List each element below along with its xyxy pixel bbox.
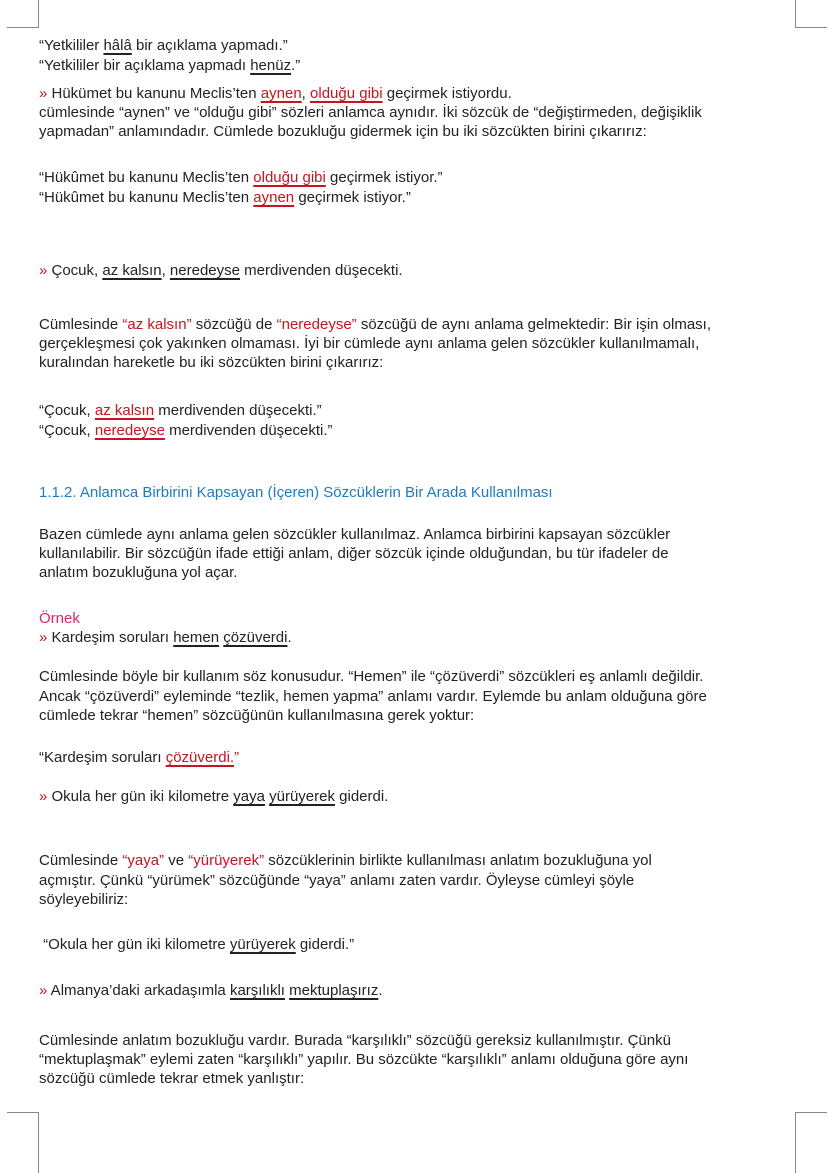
- text-segment: Kardeşim soruları: [47, 629, 174, 646]
- bullet-marker: »: [39, 629, 48, 646]
- text-segment: cümlede tekrar “hemen” sözcüğünün kullanılmasına gerek yoktur:: [39, 707, 475, 724]
- text-line: [39, 315, 711, 335]
- text-segment: sözcüğü de: [191, 316, 277, 333]
- text-line: [39, 1031, 671, 1051]
- text-line: [39, 890, 128, 910]
- text-line: [39, 421, 333, 441]
- text-segment: sözcüğü de aynı anlama gelmektedir: Bir işin olması,: [356, 316, 712, 333]
- text-segment: söyleyebiliriz:: [39, 891, 129, 908]
- text-segment: Almanya’daki arkadaşımla: [47, 982, 230, 999]
- text-segment: merdivenden düşecekti.: [239, 262, 403, 279]
- text-segment: giderdi.”: [295, 936, 355, 953]
- text-segment: “Çocuk,: [39, 422, 95, 439]
- crop-mark-top-left: [7, 0, 39, 28]
- text-segment: .: [378, 982, 383, 999]
- text-line: [39, 871, 634, 891]
- underlined-word: yaya: [233, 788, 265, 805]
- text-segment: “Yetkililer bir açıklama yapmadı: [39, 57, 251, 74]
- text-segment: kuralından hareketle bu iki sözcükten birini çıkarırız:: [39, 354, 384, 371]
- text-line: [39, 935, 354, 955]
- text-line: [39, 122, 647, 142]
- text-segment: “Hükûmet bu kanunu Meclis’ten: [39, 189, 254, 206]
- text-line: [39, 706, 474, 726]
- underlined-word: hemen: [173, 629, 220, 646]
- text-segment: ,: [301, 85, 311, 102]
- text-segment: geçirmek istiyor.”: [294, 189, 411, 206]
- text-line: [39, 544, 669, 564]
- bullet-marker: »: [39, 788, 48, 805]
- text-segment: Hükümet bu kanunu Meclis’ten: [47, 85, 261, 102]
- text-line: [39, 1050, 688, 1070]
- text-segment: bir açıklama yapmadı.”: [131, 37, 288, 54]
- text-segment: cümlesinde “aynen” ve “olduğu gibi” sözleri anlamca aynıdır. İki sözcük de “değiştirmeden, değişiklik: [39, 104, 702, 121]
- text-segment: geçirmek istiyordu.: [382, 85, 512, 102]
- text-segment: “Hükûmet bu kanunu Meclis’ten: [39, 169, 254, 186]
- crop-mark-bottom-right: [795, 1112, 827, 1173]
- text-line: [39, 525, 670, 545]
- highlighted-word: “neredeyse”: [276, 316, 357, 333]
- text-segment: merdivenden düşecekti.”: [154, 402, 322, 419]
- example-label: [39, 609, 80, 629]
- text-segment: açmıştır. Çünkü “yürümek” sözcüğünde “yaya” anlamı zaten vardır. Öyleyse cümleyi şöyle: [39, 872, 635, 889]
- corrected-word: neredeyse: [94, 422, 165, 439]
- highlighted-word: “yürüyerek”: [188, 852, 265, 869]
- text-segment: 1.1.2. Anlamca Birbirini Kapsayan (İçeren) Sözcüklerin Bir Arada Kullanılması: [39, 484, 553, 501]
- corrected-word: çözüverdi.: [165, 749, 235, 766]
- underlined-word: yürüyerek: [269, 788, 335, 805]
- corrected-word: olduğu gibi: [310, 85, 383, 102]
- highlighted-word: “yaya”: [122, 852, 165, 869]
- corrected-word: aynen: [260, 85, 302, 102]
- text-segment: “Çocuk,: [39, 402, 95, 419]
- text-segment: ,: [161, 262, 170, 279]
- underlined-word: az kalsın: [102, 262, 162, 279]
- text-segment: gerçekleşmesi çok yakınken olmaması. İyi bir cümlede aynı anlama gelen sözcükler kullanılmamalı,: [39, 335, 700, 352]
- text-segment: kullanılabilir. Bir sözcüğün ifade ettiği anlam, diğer sözcük içinde olduğundan, bu tür ifadeler de: [39, 545, 669, 562]
- text-segment: ve: [164, 852, 189, 869]
- text-segment: merdivenden düşecekti.”: [164, 422, 333, 439]
- text-segment: Cümlesinde anlatım bozukluğu vardır. Burada “karşılıklı” sözcüğü gereksiz kullanılmıştır. Çünkü: [39, 1032, 671, 1049]
- text-segment: “Kardeşim soruları: [39, 749, 166, 766]
- text-segment: sözcüklerinin birlikte kullanılması anlatım bozukluğuna yol: [264, 852, 652, 869]
- corrected-word: aynen: [253, 189, 295, 206]
- text-line: [39, 563, 237, 583]
- crop-mark-bottom-left: [7, 1112, 39, 1173]
- text-segment: Bazen cümlede aynı anlama gelen sözcükler kullanılmaz. Anlamca birbirini kapsayan sözcükler: [39, 526, 671, 543]
- text-line: [39, 748, 239, 768]
- text-segment: “Yetkililer: [39, 37, 104, 54]
- text-line: [39, 667, 703, 687]
- text-segment: Örnek: [39, 610, 80, 627]
- underlined-word: karşılıklı: [229, 982, 285, 999]
- text-line: [39, 787, 388, 807]
- underlined-word: neredeyse: [169, 262, 240, 279]
- text-segment: giderdi.: [334, 788, 389, 805]
- text-segment: yapmadan” anlamındadır. Cümlede bozukluğu gidermek için bu iki sözcükten birini çıkarırız:: [39, 123, 647, 140]
- text-line: [39, 687, 707, 707]
- bullet-marker: »: [39, 982, 48, 999]
- text-line: [39, 851, 652, 871]
- text-line: [39, 353, 383, 373]
- text-segment: Cümlesinde: [39, 316, 123, 333]
- text-line: [39, 981, 383, 1001]
- underlined-word: yürüyerek: [229, 936, 296, 953]
- text-line: [39, 36, 288, 56]
- text-line: [39, 334, 699, 354]
- text-segment: Çocuk,: [47, 262, 103, 279]
- bullet-marker: »: [39, 85, 48, 102]
- text-line: [39, 56, 300, 76]
- crop-mark-top-right: [795, 0, 827, 28]
- underlined-word: henüz: [250, 57, 292, 74]
- text-segment: Ancak “çözüverdi” eyleminde “tezlik, hemen yapma” anlamı vardır. Eylemde bu anlam olduğuna göre: [39, 688, 707, 705]
- highlighted-word: ”: [234, 749, 240, 766]
- corrected-word: az kalsın: [94, 402, 155, 419]
- section-heading: [39, 483, 553, 503]
- text-line: [39, 188, 411, 208]
- bullet-marker: »: [39, 262, 48, 279]
- underlined-word: hâlâ: [103, 37, 132, 54]
- underlined-word: mektuplaşırız: [289, 982, 379, 999]
- text-segment: “mektuplaşmak” eylemi zaten “karşılıklı” yapılır. Bu sözcükte “karşılıklı” anlamı olduğuna göre aynı: [39, 1051, 689, 1068]
- text-segment: Cümlesinde: [39, 852, 123, 869]
- text-line: [39, 168, 443, 188]
- underlined-word: çözüverdi: [223, 629, 288, 646]
- text-line: [39, 261, 403, 281]
- highlighted-word: “az kalsın”: [122, 316, 192, 333]
- text-line: [39, 628, 292, 648]
- text-line: [39, 1069, 304, 1089]
- text-segment: Cümlesinde böyle bir kullanım söz konusudur. “Hemen” ile “çözüverdi” sözcükleri eş anlamlı değildir.: [39, 668, 704, 685]
- text-segment: “Okula her gün iki kilometre: [39, 936, 230, 953]
- text-segment: Okula her gün iki kilometre: [47, 788, 234, 805]
- text-line: [39, 103, 702, 123]
- text-segment: geçirmek istiyor.”: [325, 169, 443, 186]
- text-segment: .”: [291, 57, 301, 74]
- text-segment: anlatım bozukluğuna yol açar.: [39, 564, 238, 581]
- text-segment: sözcüğü cümlede tekrar etmek yanlıştır:: [39, 1070, 305, 1087]
- text-line: [39, 84, 512, 104]
- corrected-word: olduğu gibi: [253, 169, 326, 186]
- text-line: [39, 401, 322, 421]
- text-segment: .: [287, 629, 292, 646]
